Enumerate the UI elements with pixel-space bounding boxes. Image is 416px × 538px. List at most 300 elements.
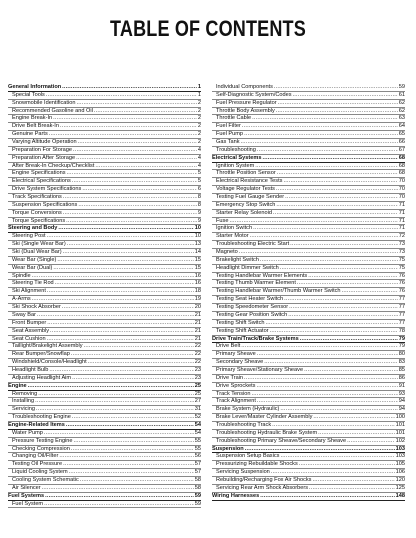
toc-entry[interactable]: [212, 398, 405, 406]
dot-leader: [47, 320, 194, 328]
dot-leader: [62, 84, 197, 92]
toc-entry-label: Fuse: [216, 217, 229, 224]
toc-entry[interactable]: [212, 186, 405, 194]
toc-entry[interactable]: [8, 438, 201, 446]
toc-entry[interactable]: [8, 469, 201, 477]
dot-leader: [72, 375, 194, 383]
dot-leader: [94, 108, 197, 116]
toc-entry-page: 52: [194, 414, 201, 421]
toc-entry-label: Testing Fuel Gauge Sender: [216, 194, 285, 201]
dot-leader: [276, 108, 398, 116]
toc-entry[interactable]: [8, 218, 201, 226]
toc-entry[interactable]: [212, 359, 405, 367]
toc-entry-label: Pressure Testing Engine: [12, 437, 73, 444]
toc-entry-label: Rebuilding/Recharging Fox Air Shocks: [216, 476, 312, 483]
dot-leader: [37, 312, 194, 320]
toc-entry-label: Wiring Harnesses: [212, 492, 260, 499]
toc-entry[interactable]: [8, 273, 201, 281]
toc-entry[interactable]: [212, 218, 405, 226]
toc-entry[interactable]: [8, 391, 201, 399]
toc-entry-label: Removing: [12, 390, 38, 397]
toc-entry-page: 1: [197, 84, 201, 90]
toc-entry-label: Air Silencer: [12, 484, 41, 491]
toc-entry-label: Changing Oil/Filter: [12, 453, 59, 460]
toc-entry[interactable]: [8, 241, 201, 249]
dot-leader: [49, 367, 193, 375]
toc-section-entry[interactable]: [212, 493, 405, 501]
dot-leader: [253, 225, 398, 233]
toc-entry[interactable]: [212, 178, 405, 186]
dot-leader: [59, 453, 193, 461]
dot-leader: [239, 249, 398, 257]
toc-entry-page: 103: [395, 445, 405, 452]
dot-leader: [262, 155, 397, 163]
toc-entry-page: 100: [395, 414, 405, 421]
toc-entry-label: Electrical Resistance Tests: [216, 178, 283, 185]
toc-entry[interactable]: [212, 461, 405, 469]
toc-entry-label: Troubleshooting: [216, 146, 256, 153]
toc-entry[interactable]: [212, 139, 405, 147]
toc-entry[interactable]: [212, 422, 405, 430]
toc-entry[interactable]: [8, 453, 201, 461]
toc-entry-label: Magneto: [216, 249, 238, 256]
dot-leader: [304, 367, 398, 375]
toc-entry-page: 77: [398, 311, 405, 318]
dot-leader: [256, 383, 397, 391]
dot-leader: [57, 257, 193, 265]
toc-entry[interactable]: [8, 312, 201, 320]
toc-entry-label: Drive Sprockets: [216, 382, 256, 389]
dot-leader: [270, 328, 398, 336]
toc-entry[interactable]: [8, 115, 201, 123]
toc-entry-label: Starter Motor: [216, 233, 249, 240]
toc-entry[interactable]: [8, 178, 201, 186]
toc-entry-label: Engine-Related Items: [8, 421, 65, 428]
toc-entry-label: Fuel Systems: [8, 492, 45, 499]
toc-entry[interactable]: [8, 280, 201, 288]
dot-leader: [252, 391, 398, 399]
dot-leader: [273, 210, 398, 218]
dot-leader: [28, 383, 194, 391]
toc-entry[interactable]: [212, 225, 405, 233]
toc-entry-page: 54: [194, 429, 201, 436]
toc-entry[interactable]: [8, 343, 201, 351]
toc-entry[interactable]: [212, 438, 405, 446]
toc-entry-label: Fuel Filter: [216, 123, 241, 130]
toc-entry[interactable]: [8, 320, 201, 328]
toc-entry[interactable]: [212, 131, 405, 139]
toc-entry-page: 1: [197, 91, 201, 98]
toc-entry-label: Throttle Position Sensor: [216, 170, 276, 177]
dot-leader: [66, 422, 194, 430]
toc-entry[interactable]: [8, 131, 201, 139]
toc-entry-label: Throttle Body Assembly: [216, 107, 275, 114]
toc-entry-page: 16: [194, 280, 201, 287]
toc-entry[interactable]: [212, 328, 405, 336]
toc-entry[interactable]: [212, 477, 405, 485]
toc-entry-label: Cooling System Schematic: [12, 476, 79, 483]
toc-entry-page: 148: [395, 492, 405, 499]
toc-entry-label: Ski Alignment: [12, 288, 46, 295]
toc-entry-label: Engine Specifications: [12, 170, 66, 177]
toc-entry[interactable]: [8, 501, 201, 509]
toc-entry-label: Pressurizing Rebuildable Shocks: [216, 461, 298, 468]
toc-section-entry[interactable]: [8, 422, 201, 430]
dot-leader: [74, 438, 194, 446]
toc-entry-page: 83: [398, 359, 405, 366]
toc-entry-page: 72: [398, 233, 405, 240]
toc-entry-label: Windshield/Console/Headlight: [12, 359, 87, 366]
toc-section-entry[interactable]: [212, 155, 405, 163]
dot-leader: [278, 100, 398, 108]
toc-entry-page: 78: [398, 327, 405, 334]
dot-leader: [299, 461, 395, 469]
toc-entry[interactable]: [212, 485, 405, 493]
toc-left-column: [8, 84, 201, 508]
toc-entry-label: Fuel Pressure Regulator: [216, 99, 277, 106]
toc-entry[interactable]: [212, 383, 405, 391]
toc-entry-label: Testing Shift Actuator: [216, 327, 269, 334]
toc-entry[interactable]: [8, 446, 201, 454]
toc-entry-label: Liquid Cooling System: [12, 469, 68, 476]
toc-entry[interactable]: [8, 265, 201, 273]
toc-entry-label: Drive System Specifications: [12, 186, 82, 193]
toc-entry[interactable]: [212, 320, 405, 328]
toc-entry-label: Preparation For Storage: [12, 146, 73, 153]
toc-entry[interactable]: [8, 92, 201, 100]
toc-entry[interactable]: [212, 84, 405, 92]
dot-leader: [264, 359, 397, 367]
toc-entry[interactable]: [8, 485, 201, 493]
toc-entry-label: Troubleshooting Hydraulic Brake System: [216, 429, 318, 436]
toc-entry[interactable]: [212, 257, 405, 265]
toc-entry-page: 105: [395, 461, 405, 468]
toc-entry-label: Adjusting Headlight Aim: [12, 374, 72, 381]
dot-leader: [78, 202, 197, 210]
toc-entry-page: 58: [194, 476, 201, 483]
toc-section-entry[interactable]: [8, 383, 201, 391]
toc-entry-page: 77: [398, 319, 405, 326]
toc-entry-label: Suspension Specifications: [12, 201, 78, 208]
toc-entry-label: Troubleshooting Engine: [12, 414, 71, 421]
toc-entry[interactable]: [8, 328, 201, 336]
toc-entry[interactable]: [212, 296, 405, 304]
toc-entry[interactable]: [212, 147, 405, 155]
toc-entry[interactable]: [212, 406, 405, 414]
toc-entry[interactable]: [212, 163, 405, 171]
toc-entry-page: 55: [194, 437, 201, 444]
toc-entry-page: 70: [398, 194, 405, 201]
toc-entry-label: Electrical Specifications: [12, 178, 71, 185]
toc-entry-label: Troubleshooting Electric Start: [216, 241, 290, 248]
toc-section-entry[interactable]: [8, 84, 201, 92]
toc-entry[interactable]: [212, 304, 405, 312]
dot-leader: [280, 265, 398, 273]
dot-leader: [66, 218, 197, 226]
toc-entry[interactable]: [8, 257, 201, 265]
toc-entry-page: 10: [194, 233, 201, 240]
toc-entry[interactable]: [212, 100, 405, 108]
toc-entry[interactable]: [212, 194, 405, 202]
toc-entry[interactable]: [8, 477, 201, 485]
toc-entry[interactable]: [212, 241, 405, 249]
dot-leader: [45, 493, 194, 501]
dot-leader: [32, 273, 194, 281]
toc-entry-page: 94: [398, 406, 405, 413]
toc-entry-label: Brake System (Hydraulic): [216, 406, 280, 413]
toc-entry-label: Brake Lever/Master Cylinder Assembly: [216, 414, 313, 421]
toc-entry[interactable]: [212, 108, 405, 116]
toc-entry-page: 79: [398, 343, 405, 350]
dot-leader: [241, 343, 398, 351]
toc-entry[interactable]: [8, 100, 201, 108]
dot-leader: [276, 202, 397, 210]
toc-entry-label: Engine Break-In: [12, 115, 53, 122]
toc-entry[interactable]: [212, 170, 405, 178]
dot-leader: [293, 92, 398, 100]
toc-entry-label: Brakelight Switch: [216, 256, 259, 263]
toc-entry-page: 14: [194, 249, 201, 256]
dot-leader: [312, 477, 394, 485]
toc-entry[interactable]: [212, 265, 405, 273]
toc-entry-page: 59: [194, 492, 201, 499]
toc-entry-label: Ignition Switch: [216, 225, 253, 232]
toc-entry-label: Servicing: [12, 406, 36, 413]
dot-leader: [297, 280, 398, 288]
toc-entry[interactable]: [8, 139, 201, 147]
toc-entry[interactable]: [212, 202, 405, 210]
dot-leader: [245, 446, 395, 454]
dot-leader: [80, 477, 194, 485]
toc-entry[interactable]: [212, 280, 405, 288]
toc-entry-label: Ski Shock Absorber: [12, 304, 61, 311]
toc-entry-label: A-Arms: [12, 296, 31, 303]
toc-entry-page: 31: [194, 406, 201, 413]
toc-entry[interactable]: [8, 186, 201, 194]
dot-leader: [50, 328, 194, 336]
toc-entry[interactable]: [212, 233, 405, 241]
toc-entry[interactable]: [212, 375, 405, 383]
toc-section-entry[interactable]: [212, 446, 405, 454]
toc-entry-label: Testing Handlebar Warmer Elements: [216, 272, 308, 279]
toc-entry-label: Headlight Dimmer Switch: [216, 264, 279, 271]
toc-entry-label: General Information: [8, 84, 62, 90]
toc-entry-page: 120: [395, 476, 405, 483]
toc-entry[interactable]: [212, 273, 405, 281]
dot-leader: [47, 336, 194, 344]
toc-entry-page: 21: [194, 327, 201, 334]
dot-leader: [313, 414, 394, 422]
toc-entry-label: Wear Bar (Single): [12, 256, 57, 263]
dot-leader: [53, 115, 197, 123]
toc-entry[interactable]: [8, 170, 201, 178]
toc-entry-label: Suspension Setup Basics: [216, 453, 280, 460]
toc-entry-label: Spindle: [12, 272, 31, 279]
toc-entry[interactable]: [212, 351, 405, 359]
toc-entry[interactable]: [212, 367, 405, 375]
toc-entry-page: 27: [194, 398, 201, 405]
toc-entry-page: 23: [194, 366, 201, 373]
toc-entry[interactable]: [8, 367, 201, 375]
toc-entry-page: 10: [194, 225, 201, 232]
dot-leader: [32, 296, 194, 304]
toc-entry-page: 94: [398, 398, 405, 405]
toc-entry-page: 64: [398, 123, 405, 130]
toc-entry-label: Wear Bar (Dual): [12, 264, 53, 271]
toc-entry[interactable]: [8, 296, 201, 304]
toc-entry-label: Fuel Pump: [216, 131, 244, 138]
toc-entry[interactable]: [212, 123, 405, 131]
toc-entry[interactable]: [8, 194, 201, 202]
toc-entry-label: Drive Belt: [216, 343, 241, 350]
toc-entry[interactable]: [8, 123, 201, 131]
toc-entry-label: Testing Oil Pressure: [12, 461, 63, 468]
toc-entry[interactable]: [8, 414, 201, 422]
toc-entry[interactable]: [8, 288, 201, 296]
toc-entry[interactable]: [212, 391, 405, 399]
toc-entry-page: 21: [194, 311, 201, 318]
toc-entry-label: Snowmobile Identification: [12, 99, 76, 106]
toc-entry-label: Ignition System: [216, 162, 255, 169]
toc-entry[interactable]: [212, 249, 405, 257]
dot-leader: [271, 469, 395, 477]
toc-entry-label: Steering Tie Rod: [12, 280, 54, 287]
toc-entry-label: Servicing Rear Arm Shock Absorbers: [216, 484, 309, 491]
toc-entry-page: 73: [398, 249, 405, 256]
dot-leader: [284, 296, 398, 304]
toc-entry-page: 77: [398, 304, 405, 311]
dot-leader: [55, 280, 194, 288]
toc-entry[interactable]: [212, 430, 405, 438]
dot-leader: [69, 469, 194, 477]
toc-entry[interactable]: [8, 461, 201, 469]
toc-entry-page: 16: [194, 272, 201, 279]
toc-entry[interactable]: [212, 343, 405, 351]
toc-entry-page: 75: [398, 264, 405, 271]
toc-entry-label: Drive Train: [216, 374, 244, 381]
toc-entry-page: 75: [398, 256, 405, 263]
toc-entry-label: After Break-In Checkup/Checklist: [12, 162, 95, 169]
dot-leader: [242, 123, 398, 131]
toc-entry[interactable]: [212, 288, 405, 296]
dot-leader: [72, 414, 194, 422]
dot-leader: [88, 359, 194, 367]
toc-entry-page: 19: [194, 296, 201, 303]
toc-entry-page: 55: [194, 445, 201, 452]
toc-entry-label: Torque Specifications: [12, 217, 66, 224]
toc-entry[interactable]: [8, 249, 201, 257]
toc-entry-page: 9: [197, 217, 201, 224]
dot-leader: [53, 265, 193, 273]
dot-leader: [255, 163, 398, 171]
toc-entry-page: 22: [194, 359, 201, 366]
toc-entry-label: Troubleshooting Primary Sheave/Secondary Sheave: [216, 437, 347, 444]
dot-leader: [342, 288, 398, 296]
toc-entry[interactable]: [212, 312, 405, 320]
toc-entry-page: 6: [197, 186, 201, 193]
toc-entry[interactable]: [8, 375, 201, 383]
dot-leader: [38, 391, 194, 399]
toc-entry-page: 76: [398, 280, 405, 287]
toc-entry[interactable]: [212, 92, 405, 100]
dot-leader: [280, 406, 397, 414]
toc-entry[interactable]: [8, 336, 201, 344]
toc-entry[interactable]: [8, 406, 201, 414]
dot-leader: [63, 461, 194, 469]
toc-entry[interactable]: [212, 115, 405, 123]
toc-entry[interactable]: [8, 155, 201, 163]
toc-section-entry[interactable]: [8, 493, 201, 501]
toc-entry-page: 8: [197, 194, 201, 201]
toc-entry-label: Electrical Systems: [212, 154, 262, 161]
toc-entry-page: 54: [194, 421, 201, 428]
toc-entry[interactable]: [212, 210, 405, 218]
dot-leader: [266, 320, 398, 328]
toc-entry-page: 63: [398, 115, 405, 122]
toc-entry-page: 85: [398, 366, 405, 373]
toc-entry[interactable]: [8, 108, 201, 116]
toc-entry[interactable]: [212, 414, 405, 422]
dot-leader: [42, 485, 194, 493]
dot-leader: [72, 178, 197, 186]
toc-entry-label: Throttle Cable: [216, 115, 252, 122]
dot-leader: [95, 163, 196, 171]
dot-leader: [260, 493, 394, 501]
toc-entry-page: 71: [398, 201, 405, 208]
toc-entry[interactable]: [8, 351, 201, 359]
dot-leader: [260, 257, 398, 265]
toc-entry-page: 57: [194, 461, 201, 468]
toc-entry[interactable]: [212, 453, 405, 461]
toc-entry[interactable]: [8, 398, 201, 406]
toc-entry-page: 70: [398, 186, 405, 193]
toc-section-entry[interactable]: [212, 336, 405, 344]
dot-leader: [277, 170, 398, 178]
toc-entry-page: 8: [197, 201, 201, 208]
toc-entry-label: Ski (Single Wear Bar): [12, 241, 66, 248]
toc-entry[interactable]: [8, 210, 201, 218]
dot-leader: [76, 100, 196, 108]
toc-entry-label: Ski (Dual Wear Bar): [12, 249, 62, 256]
toc-entry[interactable]: [8, 147, 201, 155]
dot-leader: [229, 218, 397, 226]
toc-entry[interactable]: [8, 304, 201, 312]
toc-entry-page: 2: [197, 139, 201, 146]
toc-entry[interactable]: [8, 202, 201, 210]
toc-entry-label: Suspension: [212, 445, 244, 452]
toc-entry[interactable]: [8, 233, 201, 241]
dot-leader: [44, 501, 194, 509]
toc-entry-page: 22: [194, 351, 201, 358]
dot-leader: [36, 406, 194, 414]
toc-entry-label: Drive Belt Break-In: [12, 123, 59, 130]
toc-entry[interactable]: [8, 359, 201, 367]
dot-leader: [309, 485, 395, 493]
dot-leader: [285, 194, 398, 202]
toc-entry-page: 91: [398, 382, 405, 389]
toc-entry[interactable]: [8, 430, 201, 438]
toc-section-entry[interactable]: [8, 225, 201, 233]
dot-leader: [76, 155, 197, 163]
dot-leader: [241, 139, 398, 147]
toc-entry[interactable]: [212, 469, 405, 477]
dot-leader: [63, 194, 197, 202]
toc-entry-page: 103: [395, 453, 405, 460]
toc-entry[interactable]: [8, 163, 201, 171]
toc-entry-page: 80: [398, 351, 405, 358]
dot-leader: [67, 170, 197, 178]
dot-leader: [318, 430, 395, 438]
